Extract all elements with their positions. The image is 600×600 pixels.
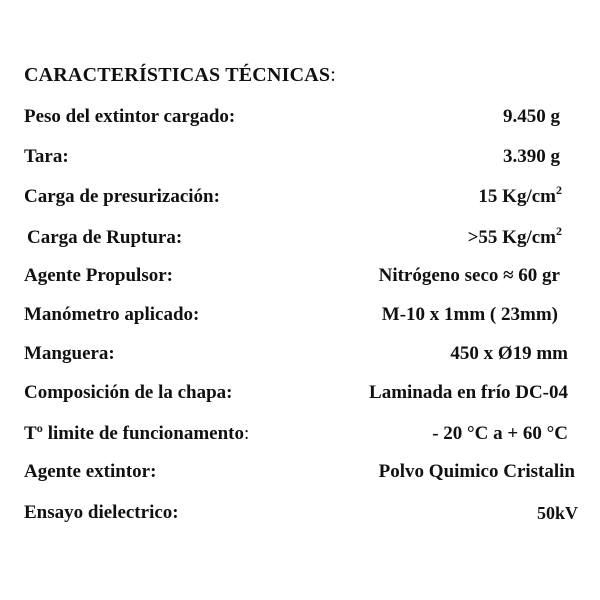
spec-row-chapa: [0, 379, 600, 407]
spec-title-colon: :: [330, 64, 336, 86]
spec-row-manometro: [0, 301, 600, 329]
spec-label: Agente extintor:: [24, 461, 157, 482]
spec-value: Polvo Quimico Cristalin: [378, 461, 575, 482]
spec-label-colon: :: [244, 423, 250, 444]
spec-row-temperatura: [0, 420, 600, 448]
spec-label: Carga de Ruptura:: [27, 227, 183, 248]
spec-title-text: CARACTERÍSTICAS TÉCNICAS: [24, 64, 331, 86]
spec-row-peso: [0, 103, 600, 131]
spec-value: 15 Kg/cm: [478, 186, 556, 207]
spec-label: Manguera:: [24, 343, 115, 364]
spec-value-superscript: 2: [556, 183, 562, 197]
spec-value: 450 x Ø19 mm: [450, 343, 568, 364]
spec-value: 9.450 g: [503, 106, 560, 127]
spec-label: Tº limite de funcionamento: [24, 423, 245, 444]
spec-label: Peso del extintor cargado:: [24, 106, 236, 127]
spec-value-superscript: 2: [556, 224, 562, 238]
spec-label: Manómetro aplicado:: [24, 304, 200, 325]
spec-value: >55 Kg/cm: [467, 227, 556, 248]
spec-value: Nitrógeno seco ≈ 60 gr: [378, 265, 560, 286]
spec-value: 3.390 g: [503, 146, 560, 167]
spec-row-ruptura: [0, 224, 600, 252]
spec-row-presurizacion: [0, 183, 600, 211]
spec-value-wrap: [468, 224, 562, 252]
spec-label-wrap: [24, 420, 249, 448]
spec-label: Composición de la chapa:: [24, 382, 233, 403]
spec-label: Ensayo dielectrico:: [24, 502, 179, 523]
spec-value: Laminada en frío DC-04: [369, 382, 568, 403]
spec-value: 50kV: [536, 503, 578, 523]
spec-row-propulsor: [0, 262, 600, 290]
spec-row-tara: [0, 143, 600, 171]
spec-value: - 20 °C a + 60 °C: [432, 423, 568, 444]
spec-title: [24, 64, 336, 87]
spec-label: Agente Propulsor:: [24, 265, 173, 286]
spec-label: Tara:: [24, 146, 69, 167]
spec-row-dielectrico: [0, 499, 600, 527]
spec-label: Carga de presurización:: [24, 186, 220, 207]
spec-value-wrap: [478, 183, 562, 211]
spec-row-agente-extintor: [0, 458, 600, 486]
spec-row-manguera: [0, 340, 600, 368]
spec-value: M-10 x 1mm ( 23mm): [381, 304, 558, 325]
